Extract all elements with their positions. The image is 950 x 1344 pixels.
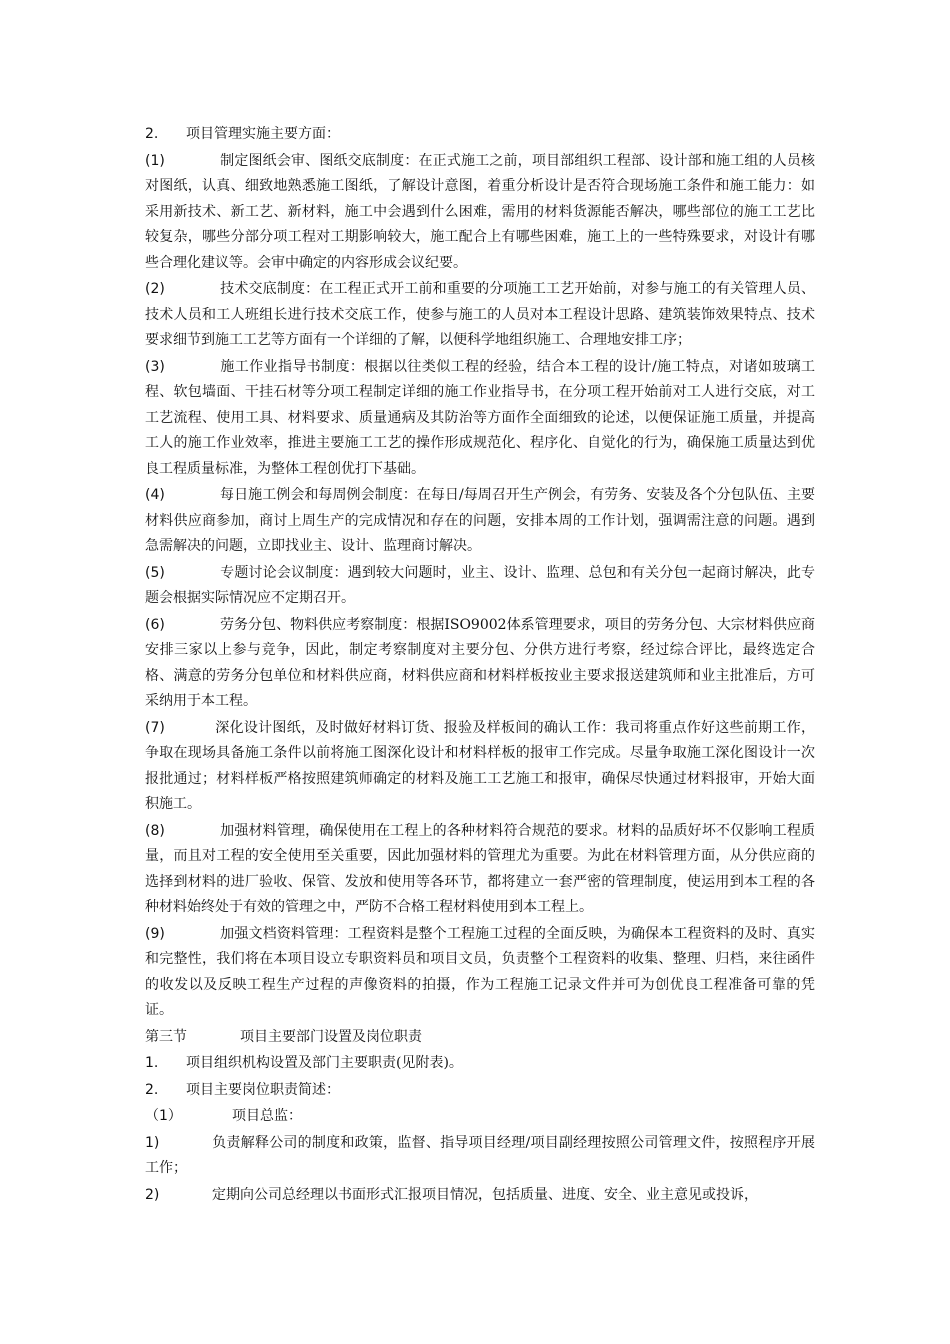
paragraph-number: 2) bbox=[145, 1186, 160, 1203]
paragraph-number: (2) bbox=[145, 281, 165, 297]
paragraph-number: 1) bbox=[145, 1134, 160, 1151]
paragraph-text: 制定图纸会审、图纸交底制度：在正式施工之前，项目部组织工程部、设计部和施工组的人员核对图纸，认真、细致地熟悉施工图纸，了解设计意图，着重分析设计是否符合现场施工条件和施工能力：如采用新技术、新工艺、新材料，施工中会遇到什么困难，需用的材料货源能否解决，哪些部位的施工工艺比较复杂，哪些分部分项工程对工期影响较大，施工配合上有哪些困难，施工上的一些特殊要求，对设计有哪些合理化建议等。会审中确定的内容形成会议纪要。 bbox=[145, 152, 815, 271]
paragraph bbox=[145, 613, 815, 715]
paragraph-number: 1. bbox=[145, 1055, 159, 1071]
paragraph-text: 每日施工例会和每周例会制度：在每日/每周召开生产例会，有劳务、安装及各个分包队伍、主要材料供应商参加，商讨上周生产的完成情况和存在的问题，安排本周的工作计划，强调需注意的问题。遇到急需解决的问题，立即找业主、设计、监理商讨解决。 bbox=[145, 487, 815, 554]
paragraph-number: 第三节 bbox=[145, 1028, 187, 1045]
paragraph-text: 施工作业指导书制度：根据以往类似工程的经验，结合本工程的设计/施工特点，对诸如玻璃工程、软包墙面、干挂石材等分项工程制定详细的施工作业指导书，在分项工程开始前对工人进行交底，对工工艺流程、使用工具、材料要求、质量通病及其防治等方面作全面细致的论述，以便保证施工质量，并提高工人的施工作业效率，推进主要施工工艺的操作形成规范化、程序化、自觉化的行为，确保施工质量达到优良工程质量标准，为整体工程创优打下基础。 bbox=[145, 358, 815, 477]
paragraph-number: (9) bbox=[145, 925, 165, 942]
paragraph bbox=[145, 1183, 815, 1209]
paragraph-text: 项目组织机构设置及部门主要职责(见附表)。 bbox=[186, 1055, 463, 1071]
paragraph-text: 劳务分包、物料供应考察制度：根据ISO9002体系管理要求，项目的劳务分包、大宗材料供应商安排三家以上参与竞争，因此，制定考察制度对主要分包、分供方进行考察，经过综合评比，最终选定合格、满意的劳务分包单位和材料供应商，材料供应商和材料样板按业主要求报送建筑师和业主批准后，方可采纳用于本工程。 bbox=[145, 616, 815, 709]
paragraph-number: （1） bbox=[145, 1108, 182, 1124]
paragraph-number: 2. bbox=[145, 1081, 159, 1098]
section-heading bbox=[145, 1025, 815, 1051]
paragraph-text: 项目总监： bbox=[232, 1108, 302, 1124]
paragraph bbox=[145, 819, 815, 921]
paragraph bbox=[145, 277, 815, 354]
paragraph-text: 专题讨论会议制度：遇到较大问题时，业主、设计、监理、总包和有关分包一起商讨解决，此专题会根据实际情况应不定期召开。 bbox=[145, 564, 815, 606]
paragraph bbox=[145, 716, 815, 818]
paragraph bbox=[145, 1131, 815, 1182]
paragraph-text: 负责解释公司的制度和政策，监督、指导项目经理/项目副经理按照公司管理文件，按照程序开展工作； bbox=[145, 1134, 815, 1176]
paragraph-text: 加强材料管理，确保使用在工程上的各种材料符合规范的要求。材料的品质好坏不仅影响工程质量，而且对工程的安全使用至关重要，因此加强材料的管理尤为重要。为此在材料管理方面，从分供应商的选择到材料的进厂验收、保管、发放和使用等各环节，都将建立一套严密的管理制度，使运用到本工程的各种材料始终处于有效的管理之中，严防不合格工程材料使用到本工程上。 bbox=[145, 822, 815, 915]
paragraph bbox=[145, 1051, 815, 1077]
paragraph bbox=[145, 355, 815, 483]
paragraph bbox=[145, 1078, 815, 1104]
paragraph-text: 技术交底制度：在工程正式开工前和重要的分项施工工艺开始前，对参与施工的有关管理人员、技术人员和工人班组长进行技术交底工作，使参与施工的人员对本工程设计思路、建筑装饰效果特点、技术要求细节到施工工艺等方面有一个详细的了解，以便科学地组织施工、合理地安排工序； bbox=[145, 281, 815, 348]
paragraph-number: (3) bbox=[145, 358, 165, 375]
paragraph bbox=[145, 561, 815, 612]
document-body bbox=[145, 122, 815, 1209]
paragraph-number: (7) bbox=[145, 719, 165, 736]
paragraph-text: 项目管理实施主要方面： bbox=[186, 126, 340, 142]
paragraph bbox=[145, 483, 815, 560]
paragraph-text: 加强文档资料管理：工程资料是整个工程施工过程的全面反映，为确保本工程资料的及时、真实和完整性，我们将在本项目设立专职资料员和项目文员，负责整个工程资料的收集、整理、归档，来往函件的收发以及反映工程生产过程的声像资料的拍摄，作为工程施工记录文件并可为创优良工程准备可靠的凭证。 bbox=[145, 925, 815, 1018]
paragraph-text: 深化设计图纸，及时做好材料订货、报验及样板间的确认工作：我司将重点作好这些前期工作，争取在现场具备施工条件以前将施工图深化设计和材料样板的报审工作完成。尽量争取施工深化图设计一次报批通过；材料样板严格按照建筑师确定的材料及施工工艺施工和报审，确保尽快通过材料报审，开始大面积施工。 bbox=[145, 719, 815, 812]
paragraph-number: 2. bbox=[145, 126, 159, 142]
paragraph-text: 定期向公司总经理以书面形式汇报项目情况，包括质量、进度、安全、业主意见或投诉， bbox=[212, 1186, 758, 1203]
paragraph-number: (5) bbox=[145, 564, 165, 581]
paragraph-number: (4) bbox=[145, 487, 165, 503]
paragraph bbox=[145, 922, 815, 1024]
paragraph-number: (6) bbox=[145, 616, 165, 633]
paragraph-text: 项目主要部门设置及岗位职责 bbox=[240, 1028, 422, 1045]
paragraph-number: (8) bbox=[145, 822, 165, 839]
paragraph-number: (1) bbox=[145, 152, 165, 169]
paragraph bbox=[145, 1104, 815, 1130]
paragraph-text: 项目主要岗位职责简述： bbox=[186, 1081, 340, 1098]
paragraph bbox=[145, 122, 815, 148]
paragraph bbox=[145, 149, 815, 277]
